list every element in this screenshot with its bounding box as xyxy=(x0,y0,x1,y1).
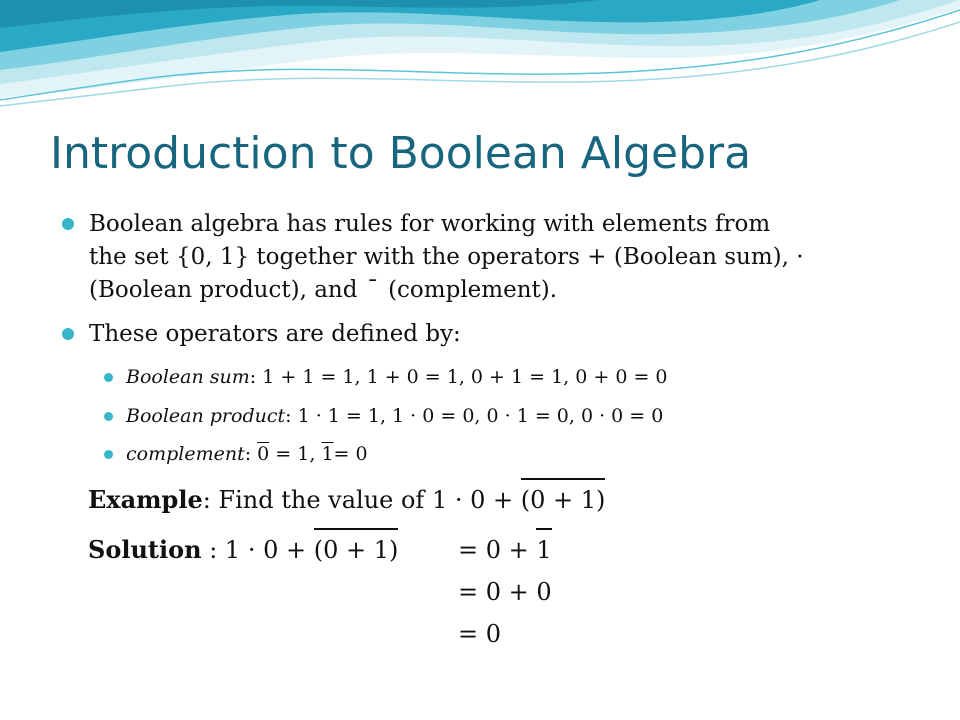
bullet-dot-icon xyxy=(62,218,74,230)
solution-step-1-text: = 0 + xyxy=(458,536,537,564)
complement-zero-result: = 1, xyxy=(269,443,316,465)
sub-bullet-dot-icon xyxy=(104,412,113,421)
term-label: Boolean sum xyxy=(126,366,250,388)
solution-label: Solution xyxy=(88,535,202,564)
example-expression: (0 + 1) xyxy=(520,486,606,514)
example-line xyxy=(88,484,605,516)
term-definition: 1 · 1 = 1, 1 · 0 = 0, 0 · 1 = 0, 0 · 0 = 0 xyxy=(297,405,664,427)
bullet-line: Boolean algebra has rules for working with elements from xyxy=(89,211,771,237)
solution-expression: (0 + 1) xyxy=(313,536,399,564)
bullet-line xyxy=(89,274,934,307)
complement-bar-icon: ¯ xyxy=(367,277,379,303)
solution-step-2: = 0 + 0 xyxy=(458,578,552,606)
term-label: Boolean product xyxy=(126,405,286,427)
sub-bullet-dot-icon xyxy=(104,450,113,459)
header-wave-decoration xyxy=(0,0,960,120)
solution-text: : 1 · 0 + xyxy=(201,536,314,564)
bullet-line: the set {0, 1} together with the operators + (Boolean sum), · xyxy=(89,244,804,270)
solution-step-1 xyxy=(458,534,552,566)
slide-title: Introduction to Boolean Algebra xyxy=(50,128,752,179)
bullet-line-part: (Boolean product), and xyxy=(89,277,358,303)
bullet-boolean-rules xyxy=(62,208,932,308)
term-sep: : xyxy=(249,366,263,388)
sub-bullet-dot-icon xyxy=(104,373,113,382)
solution-step-3: = 0 xyxy=(458,620,502,648)
complement-zero: 0 xyxy=(257,443,270,465)
term-definition: 1 + 1 = 1, 1 + 0 = 1, 0 + 1 = 1, 0 + 0 = 0 xyxy=(262,366,668,388)
bullet-text xyxy=(89,208,934,307)
complement-one-result: = 0 xyxy=(333,443,368,465)
bullet-line-part: (complement). xyxy=(388,277,558,303)
term-label: complement xyxy=(126,443,245,465)
solution-step-1-complement: 1 xyxy=(536,536,552,564)
example-text: : Find the value of 1 · 0 + xyxy=(202,486,521,514)
bullet-text: These operators are defined by: xyxy=(89,321,461,347)
complement-one: 1 xyxy=(321,443,334,465)
term-sep: : xyxy=(285,405,298,427)
term-sep: : xyxy=(244,443,258,465)
solution-line xyxy=(88,534,398,566)
bullet-dot-icon xyxy=(62,328,74,340)
example-label: Example xyxy=(88,485,203,514)
bullet-operators-defined xyxy=(62,318,932,352)
